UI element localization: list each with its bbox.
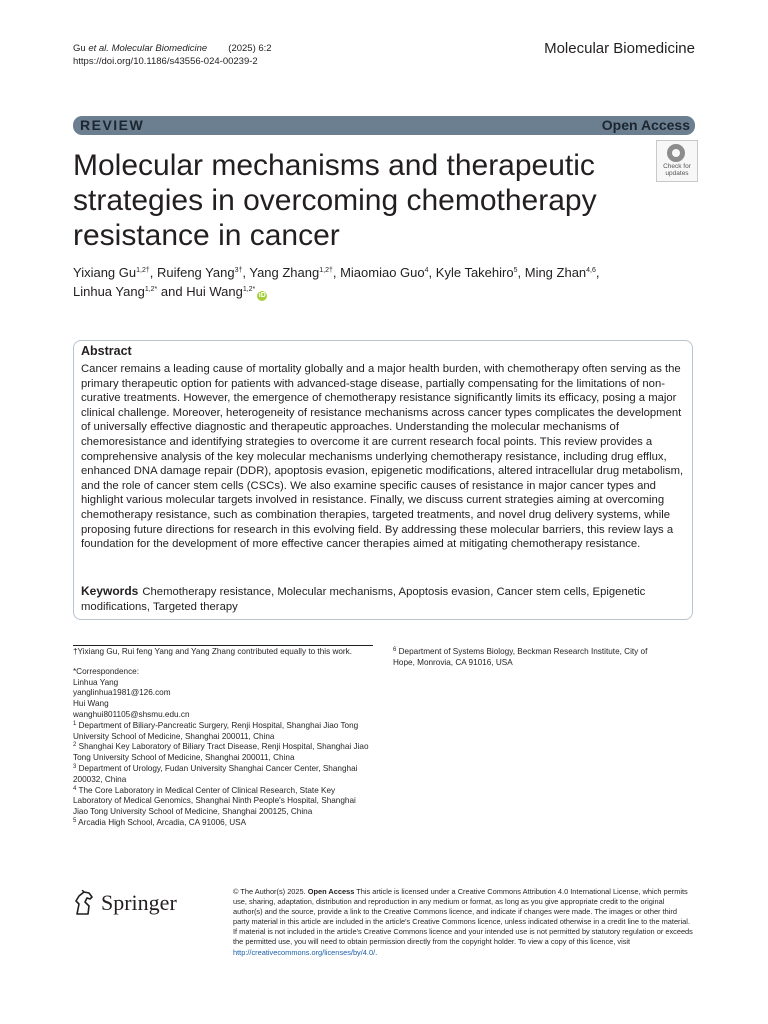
crossmark-line2: updates — [665, 170, 689, 177]
author-affiliation-marker: 1,2* — [242, 286, 256, 293]
license-statement: © The Author(s) 2025. Open Access This article is licensed under a Creative Commons Attribution 4.0 International License, which permits use, sharing, adaptation, distribution and reproduction in any medium or format, as long as you give appropriate credit to the original author(s) and the source, provide a link to the Creative Commons licence, and indicate if changes were made. The images or other third party material in this article are included in the article's Creative Commons licence, unless indicated otherwise in a credit line to the material. If material is not included in the article's Creative Commons licence and your intended use is not permitted by statutory regulation or exceeds the permitted use, you will need to obtain permission directly from the copyright holder. To view a copy of this licence, visit http://creativecommons.org/licenses/by/4.0/. — [233, 887, 693, 957]
article-title: Molecular mechanisms and therapeutic strategies in overcoming chemotherapy resistance in cancer — [73, 149, 597, 252]
correspondence-line[interactable]: wanghui801105@shsmu.edu.cn — [73, 709, 190, 719]
author-affiliation-marker: 1,2† — [136, 267, 150, 274]
abstract-heading: Abstract — [81, 344, 132, 358]
author-affiliation-marker: 4,6 — [586, 267, 596, 274]
article-type-label: REVIEW — [80, 117, 145, 133]
author-name: Kyle Takehiro — [435, 265, 514, 280]
author-name: Yang Zhang — [249, 265, 320, 280]
author-name: Ruifeng Yang — [156, 265, 235, 280]
author-affiliation-marker: 1,2* — [144, 286, 158, 293]
running-header-citation — [73, 42, 272, 68]
journal-name: Molecular Biomedicine — [544, 40, 695, 57]
author-name: Yixiang Gu — [73, 265, 137, 280]
crossmark-line1: Check for — [663, 163, 691, 170]
orcid-icon[interactable]: iD — [258, 292, 266, 299]
affiliation-list — [73, 721, 373, 829]
correspondence-contacts — [73, 678, 373, 721]
affiliation-item: $^6$ Department of Systems Biology, Beckman Research Institute, City of Hope, Monrovia, CA 91016, USA — [393, 647, 648, 667]
publisher-name: Springer — [101, 890, 177, 915]
affiliation-item: $^4$ The Core Laboratory in Medical Center of Clinical Research, State Key Laboratory of Medical Genomics, Shanghai Ninth People's Hospital, Shanghai Jiao Tong University School of Medicine, Shanghai 200125, China — [73, 785, 356, 817]
author-affiliation-marker: 4 — [424, 267, 429, 274]
author-name: Ming Zhan — [524, 265, 587, 280]
citation-etal: et al. — [88, 43, 109, 54]
correspondence-label: *Correspondence: — [73, 666, 139, 676]
keywords-text: Chemotherapy resistance, Molecular mechanisms, Apoptosis evasion, Cancer stem cells, Epigenetic modifications, Targeted therapy — [81, 586, 646, 613]
author-name: Linhua Yang — [73, 284, 145, 299]
abstract-text: Cancer remains a leading cause of mortality globally and a major health burden, with chemotherapy often serving as the primary therapeutic option for patients with advanced-stage disease, partially compensating for the limitations of non-curative treatments. However, the emergence of chemotherapy resistance significantly limits its efficacy, posing a major clinical challenge. Moreover, heterogeneity of resistance mechanisms across cancer types complicates the development of universally effective diagnostic and therapeutic approaches. Understanding the molecular mechanisms of chemoresistance and identifying strategies to overcome it are current research focal points. This review provides a comprehensive analysis of the key molecular mechanisms underlying chemotherapy resistance, including drug efflux, enhanced DNA damage repair (DDR), apoptosis evasion, epigenetic modifications, altered intracellular drug metabolism, and the role of cancer stem cells (CSCs). We also examine specific causes of resistance in major cancer types and highlight various molecular targets involved in resistance. Finally, we discuss current strategies aiming at overcoming chemotherapy resistance, such as combination therapies, targeted treatments, and novel drug delivery systems, while proposing future directions for research in this evolving field. By addressing these molecular barriers, this review lays a foundation for the development of more effective cancer therapies aimed at mitigating chemotherapy resistance. — [81, 363, 684, 551]
copyright-line: © The Author(s) 2025. — [233, 887, 306, 896]
author-affiliation-marker: 3† — [234, 267, 243, 274]
citation-authors: Gu — [73, 43, 86, 54]
citation-journal: Molecular Biomedicine — [111, 43, 208, 54]
license-link[interactable]: http://creativecommons.org/licenses/by/4.0/ — [233, 947, 376, 957]
correspondence-line: Hui Wang — [73, 699, 109, 709]
author-affiliation-marker: 5 — [513, 267, 518, 274]
springer-logo — [73, 888, 177, 918]
affiliation-item: $^5$ Arcadia High School, Arcadia, CA 91006, USA — [73, 817, 247, 827]
check-for-updates-badge[interactable] — [656, 140, 698, 182]
springer-horse-icon — [73, 890, 95, 916]
footnotes-left — [73, 647, 373, 829]
author-list: Yixiang $Gu^{1,2\dagger}$, Ruifeng Yang$^{3\dagger}$, Yang Zhang$^{1,2\dagger}$, Miaomiao Guo$^4$, Kyle Takehiro$^5$, Ming Zhan$^{4,6}$, Linhua Yang$^{1,2*}$ and Hui Wang$^{1,2*}$iD — [73, 265, 600, 299]
footnote-rule — [73, 645, 373, 646]
author-name: Hui Wang — [186, 284, 243, 299]
citation-year-volume: (2025) 6:2 — [228, 43, 272, 54]
equal-contribution-note: †Yixiang Gu, Rui feng Yang and Yang Zhang contributed equally to this work. — [73, 647, 353, 656]
author-name: Miaomiao Guo — [340, 265, 425, 280]
author-affiliation-marker: 1,2† — [319, 267, 333, 274]
footnotes-right — [393, 647, 663, 669]
crossmark-icon — [667, 144, 685, 162]
keywords — [81, 584, 687, 614]
affiliation-item: $^3$ Department of Urology, Fudan University Shanghai Cancer Center, Shanghai 200032, China — [73, 763, 358, 784]
affiliation-item: $^2$ Shanghai Key Laboratory of Biliary Tract Disease, Renji Hospital, Shanghai Jiao Tong University School of Medicine, Shanghai 200011, China — [73, 742, 369, 763]
license-text: This article is licensed under a Creative Commons Attribution 4.0 International License, which permits use, sharing, adaptation, distribution and reproduction in any medium or format, as long as you give appropriate credit to the original author(s) and the source, provide a link to the Creative Commons licence, and indicate if changes were made. The images or other third party material in this article are included in the article's Creative Commons licence, unless indicated otherwise in a credit line to the material. If material is not included in the article's Creative Commons licence and your intended use is not permitted by statutory regulation or exceeds the permitted use, you will need to obtain permission directly from the copyright holder. To view a copy of this licence, visit — [233, 887, 693, 947]
affiliation-item: $^1$ Department of Biliary-Pancreatic Surgery, Renji Hospital, Shanghai Jiao Tong University School of Medicine, Shanghai 200011, China — [73, 720, 359, 741]
correspondence-line: Linhua Yang — [73, 677, 119, 687]
open-access-label: Open Access — [601, 117, 690, 133]
license-open-access: Open Access — [307, 887, 355, 896]
keywords-label: Keywords — [81, 584, 139, 598]
doi-link[interactable]: https://doi.org/10.1186/s43556-024-00239-2 — [73, 56, 258, 67]
correspondence-line[interactable]: yanglinhua1981@126.com — [73, 688, 171, 698]
